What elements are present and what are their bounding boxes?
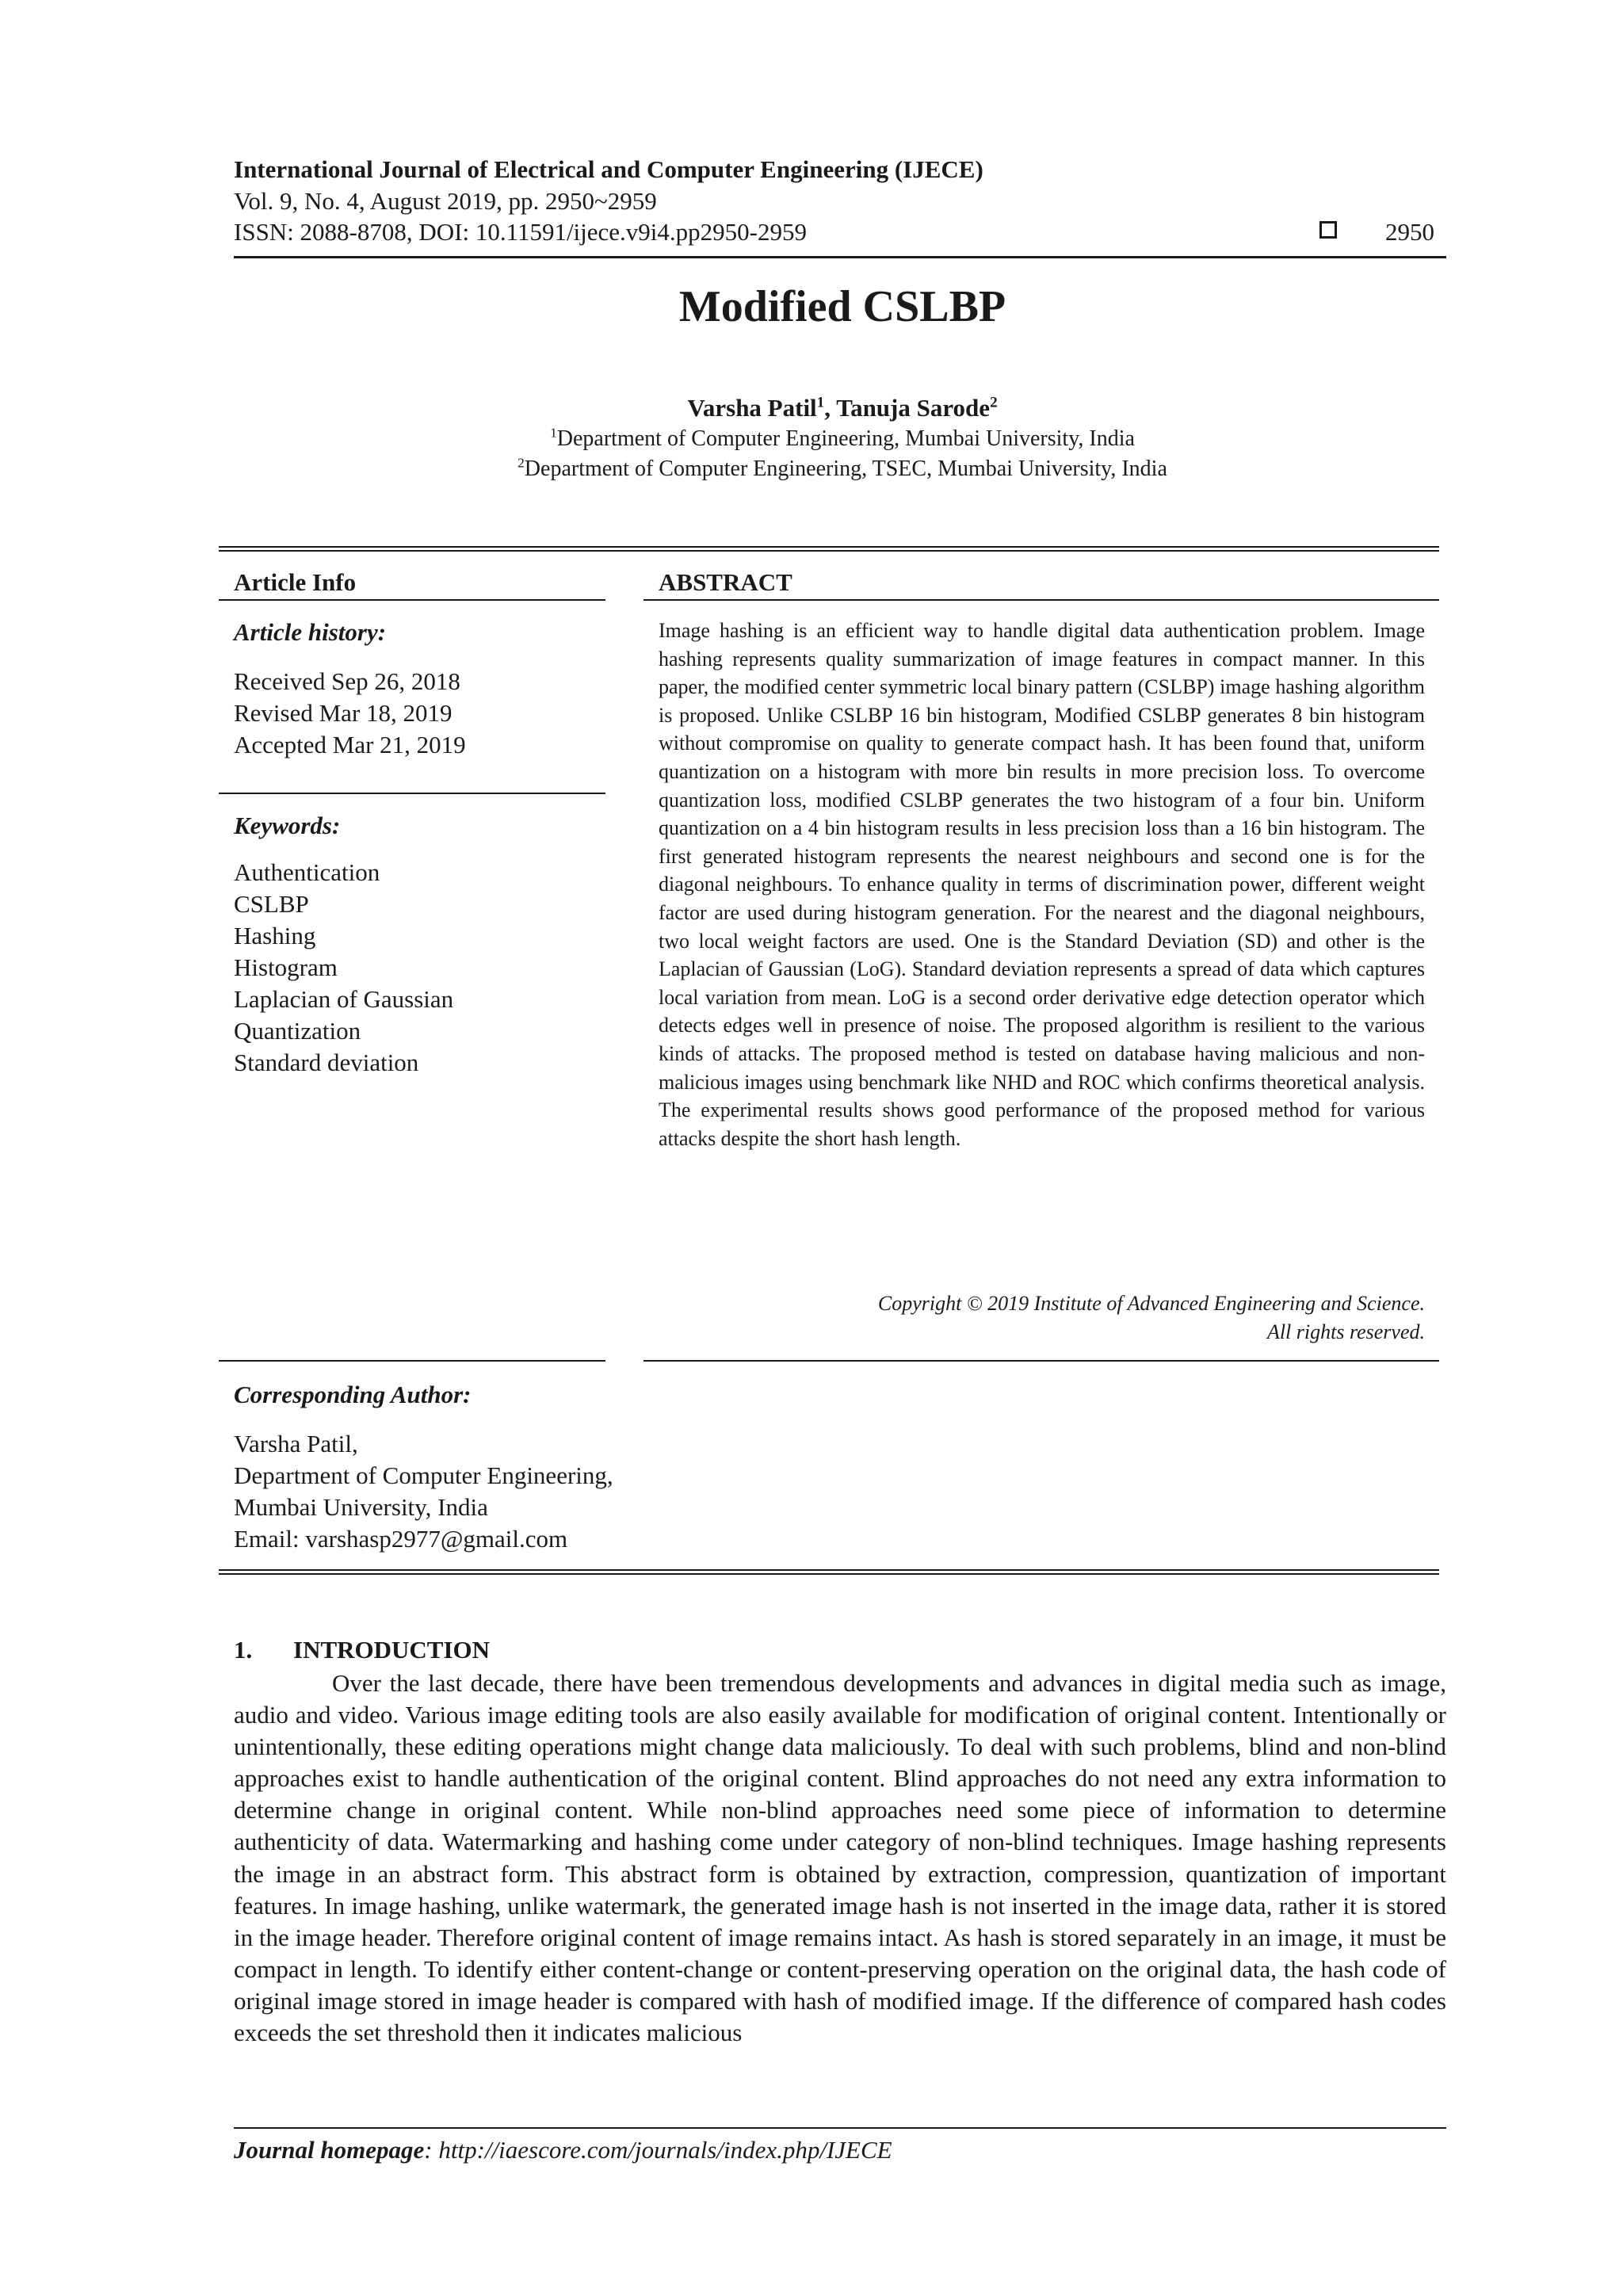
corresponding-email: Email: varshasp2977@gmail.com [234,1525,568,1553]
copyright-notice [659,1289,1425,1346]
affiliation-mark: 1 [816,394,825,411]
volume-line: Vol. 9, No. 4, August 2019, pp. 2950~2959 [234,187,657,215]
history-accepted: Accepted Mar 21, 2019 [234,731,466,758]
keyword-item: Authentication [234,858,380,886]
rights-line: All rights reserved. [1266,1320,1425,1343]
affiliation-2 [0,457,1623,482]
affiliation-mark: 1 [550,425,557,441]
page-number: 2950 [1385,218,1434,246]
header-rule [234,256,1446,258]
copyright-line: Copyright © 2019 Institute of Advanced Engineering and Science. [877,1292,1425,1315]
author-line [0,394,1623,422]
keyword-item: Histogram [234,953,338,981]
keywords-heading: Keywords: [234,812,341,839]
keyword-item: Laplacian of Gaussian [234,985,454,1013]
info-box-bottom-rule [219,1569,1439,1575]
corresponding-author-details [234,1428,613,1555]
abstract-text: Image hashing is an efficient way to handle digital data authentication problem. Image hashing represents quality summarization of image features in compact manner. In this paper, the modified center symmetric local binary pattern (CSLBP) image hashing algorithm is proposed. Unlike CSLBP 16 bin histogram, Modified CSLBP generates 8 bin histogram without compromise on quality to generate compact hash. It has been found that, uniform quantization on a histogram with more bin results in more precision loss. To overcome quantization loss, modified CSLBP generates the two histogram of a four bin. Uniform quantization on a 4 bin histogram results in less precision loss than a 16 bin histogram. The first generated histogram represents the nearest neighbours and second one is for the diagonal neighbours. To enhance quality in terms of discrimination power, different weight factor are used during histogram generation. For the nearest and the diagonal neighbours, two local weight factors are used. One is the Standard Deviation (SD) and other is the Laplacian of Gaussian (LoG). Standard deviation represents a spread of data which captures local variation from mean. LoG is a second order derivative edge detection operator which detects edges well in presence of noise. The proposed algorithm is resilient to the various kinds of attacks. The proposed method is tested on database having malicious and non-malicious images using benchmark like NHD and ROC which confirms theoretical analysis. The experimental results shows good performance of the proposed method for various attacks despite the short hash length. [659,619,1425,1150]
journal-title: International Journal of Electrical and Computer Engineering (IJECE) [234,155,983,183]
issn-doi-line: ISSN: 2088-8708, DOI: 10.11591/ijece.v9i4.pp2950-2959 [234,218,807,246]
keywords-rule [219,793,605,794]
abstract-rule [643,599,1439,601]
section-number: 1. [234,1636,253,1664]
info-box-top-rule [219,546,1439,552]
article-history-heading: Article history: [234,618,387,646]
author-name: Tanuja Sarode [836,394,991,422]
article-info-rule [219,599,605,601]
abstract-heading: ABSTRACT [659,568,792,596]
abstract-bottom-rule [643,1360,1439,1362]
corresponding-author-heading: Corresponding Author: [234,1381,472,1408]
corresponding-name: Varsha Patil, [234,1430,358,1457]
affiliation-text: Department of Computer Engineering, Mumbai University, India [556,426,1135,451]
keywords-list [234,857,453,1079]
introduction-paragraph: Over the last decade, there have been tremendous developments and advances in digital media such as image, audio and video. Various image editing tools are also easily available for modification of original content. Intentionally or unintentionally, these editing operations might change data maliciously. To deal with such problems, blind and non-blind approaches exist to handle authentication of the original content. Blind approaches do not need any extra information to determine change in original content. While non-blind approaches need some piece of information to determine authenticity of data. Watermarking and hashing come under category of non-blind techniques. Image hashing represents the image in an abstract form. This abstract form is obtained by extraction, compression, quantization of important features. In image hashing, unlike watermark, the generated image hash is not inserted in the image data, rather it is stored in the image header. Therefore original content of image remains intact. As hash is stored separately in an image, it must be compact in length. To identify either content-change or content-preserving operation on the original data, the hash code of original image stored in image header is compared with hash of modified image. If the difference of compared hash codes exceeds the set threshold then it indicates malicious [234,1669,1447,2047]
affiliation-text: Department of Computer Engineering, TSEC, Mumbai University, India [524,457,1167,481]
author-separator: , [824,394,837,422]
affiliation-mark: 2 [517,455,525,471]
paper-title: Modified CSLBP [678,282,1006,331]
section-heading-introduction [234,1636,490,1664]
section-title: INTRODUCTION [293,1636,491,1664]
affiliation-1 [0,426,1623,452]
keyword-item: CSLBP [234,890,309,918]
corresponding-university: Mumbai University, India [234,1493,488,1521]
keyword-item: Hashing [234,922,316,949]
journal-homepage-link[interactable]: http://iaescore.com/journals/index.php/IJECE [438,2136,892,2164]
footer-label: Journal homepage [234,2136,425,2164]
checkbox-icon [1319,221,1337,239]
keyword-item: Standard deviation [234,1049,419,1076]
footer-rule [234,2127,1446,2129]
corresponding-department: Department of Computer Engineering, [234,1461,613,1489]
journal-homepage-footer [234,2136,892,2164]
history-received: Received Sep 26, 2018 [234,667,460,695]
keyword-item: Quantization [234,1017,361,1045]
affiliation-mark: 2 [990,394,998,411]
article-history-list [234,666,466,761]
footer-separator: : [424,2136,439,2164]
article-info-heading: Article Info [234,568,357,596]
author-name: Varsha Patil [687,394,817,422]
corresponding-rule [219,1360,605,1362]
history-revised: Revised Mar 18, 2019 [234,699,453,727]
